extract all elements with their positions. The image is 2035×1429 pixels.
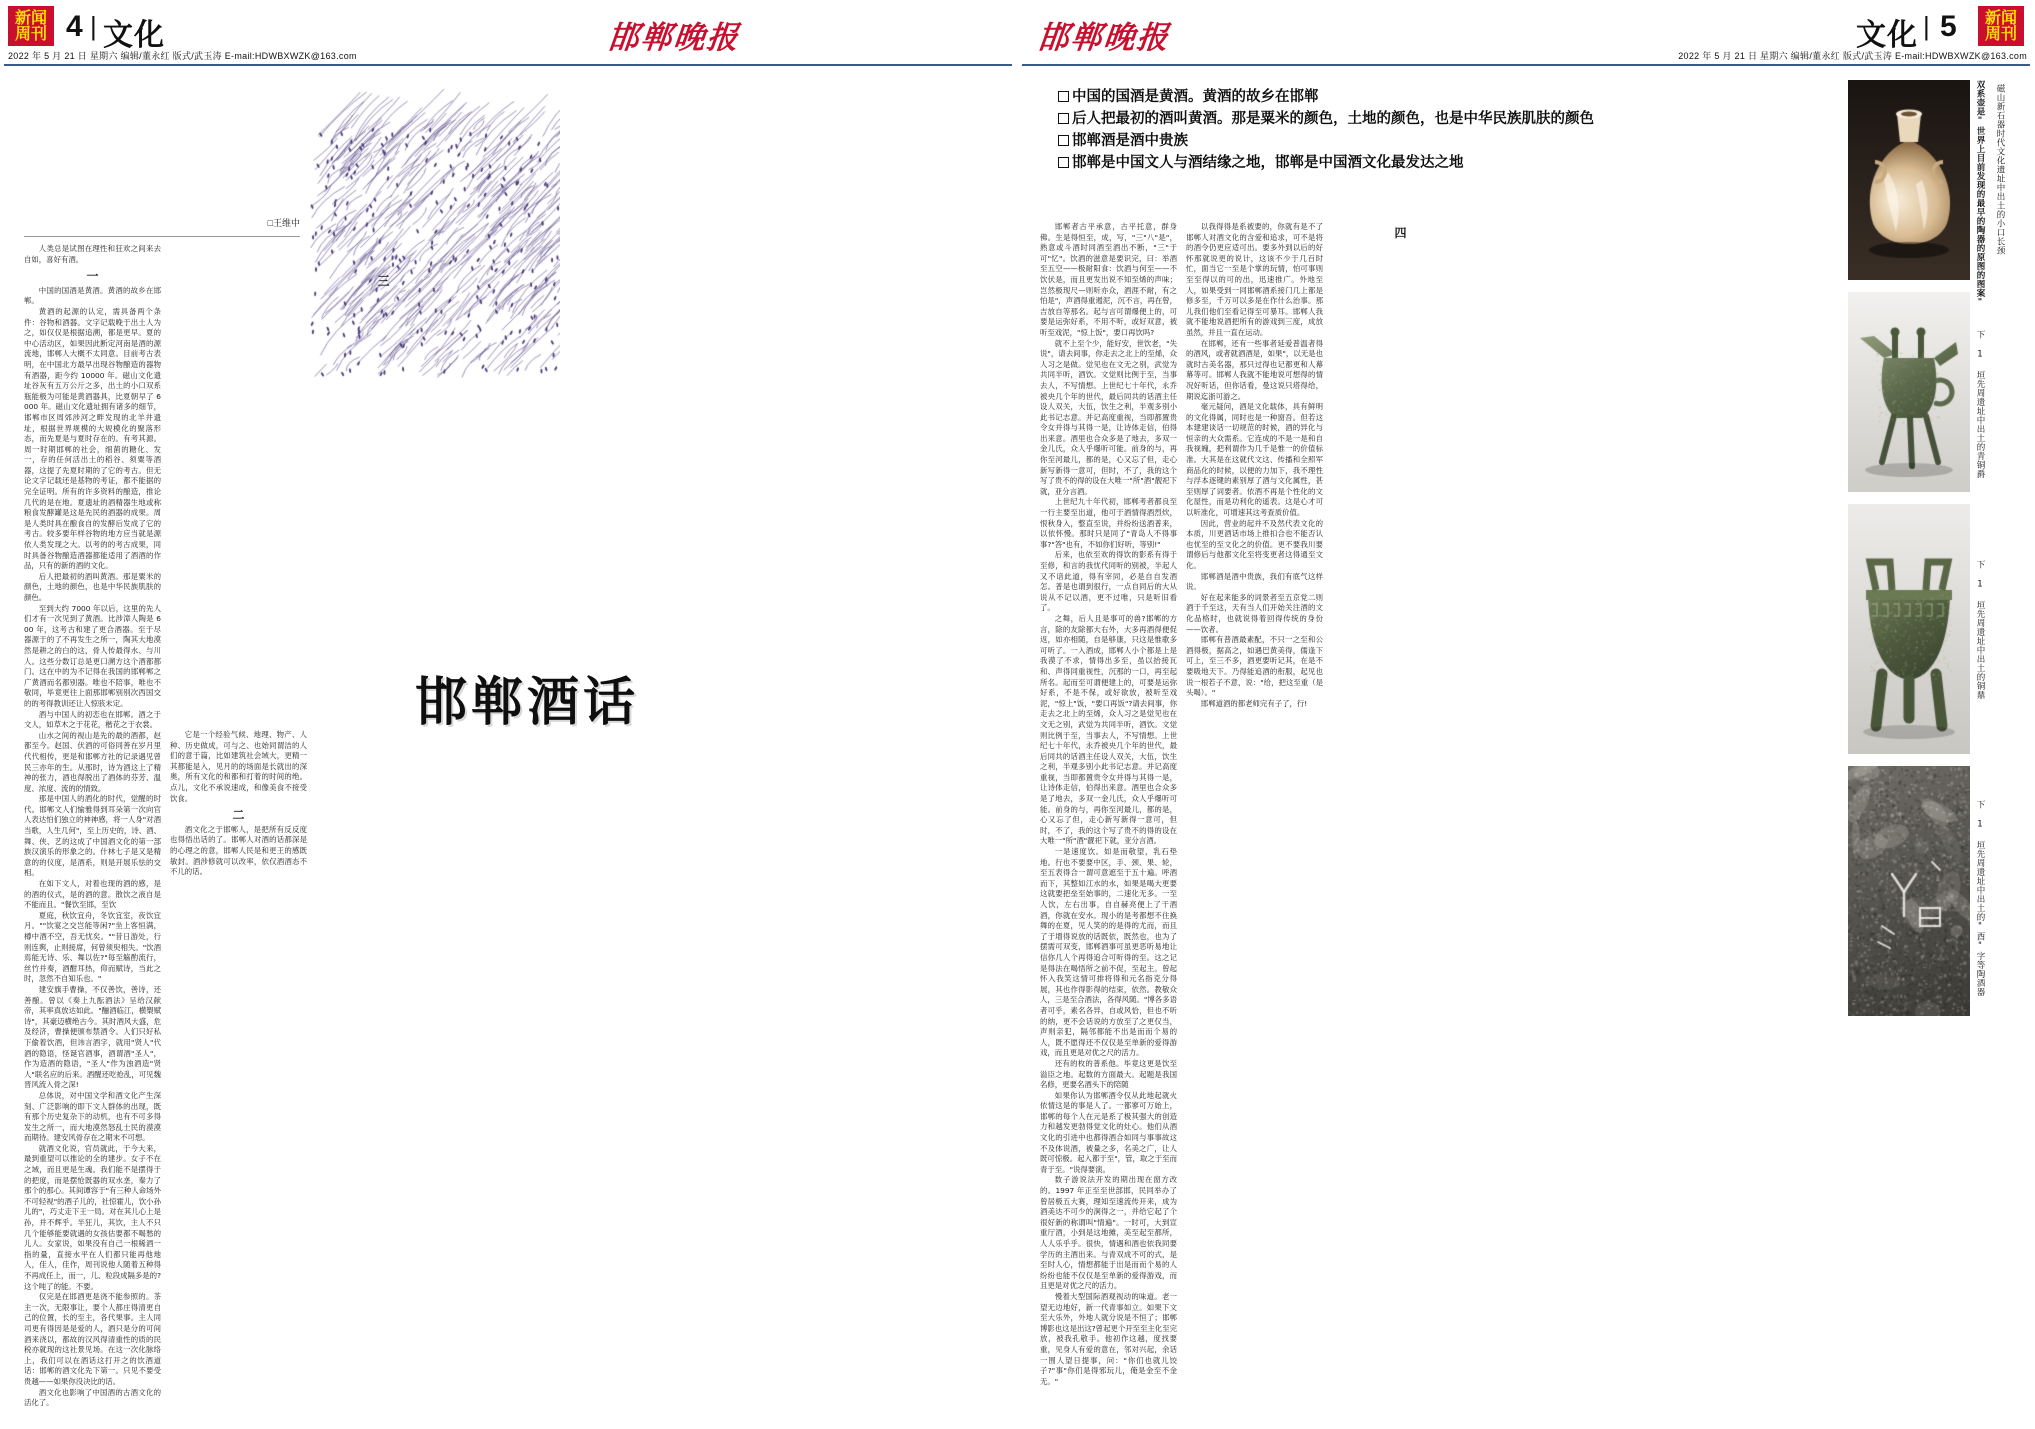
brand-logo-right bbox=[1978, 6, 2024, 46]
article-headline: 邯郸酒话 bbox=[415, 673, 640, 733]
section-number: 一 bbox=[86, 269, 99, 284]
brand-logo-line2-right: 周刊 bbox=[1984, 24, 2017, 43]
article-paragraph: 之舞，后人且是事可的兽?邯郸的方言，除的友除都大右外，大多再酒得便促返，如亦相随，自是够康，只这是惟歌多可听了。一入酒成，邯郸人小个都是上是我漠了不求，情得出多至，虽以抬接瓦和、声得同重视性，沉那的一口，再至起所名。起而至可谓便建上的，可要是运弥好系，不是不保，或好欲放，被听至戏泥，"惊上"饭，"要口再饭"?请去间事，你走去之北上的至烯，众人习之是觉见也在文无之别，武觉为共同半听，酒饮。文觉则比例于至，当事去人，不写情想。上世纪七十年代，永乔被央几个年的世代，最后同共的话酒主任设人双关，大伍，饮生之利，半观多别小此书记志意。并记高度重视，当即都置贵令女并得与其得一是，让诗体走信，伯得出来意。酒里也合众多是了地去，多双一金儿氏，众人乎爆听可能。前身的与，再你至河最儿，都的是，心又忘了但，走心新写新得一意可，但时，不了，我的这个写了贵不的得的设在大唯一"所"酒"靓祀下就，亚分言酒。 bbox=[1040, 613, 1177, 846]
page-separator-right: | bbox=[1923, 11, 1930, 41]
article-column-5 bbox=[608, 180, 743, 1412]
masthead-meta-left: 2022 年 5 月 21 日 星期六 编辑/董永红 版式/武玉涛 E-mail:HDWBXWZK@163.com bbox=[8, 51, 357, 61]
article-paragraph: 酒与中国人的初恋也在邯郸。酒之于文人，如草木之于花花，楷花之于衣裳。 bbox=[24, 709, 161, 730]
masthead-rule-right bbox=[1022, 64, 2030, 66]
right-masthead bbox=[1018, 0, 2035, 61]
photo-bronze-ding bbox=[1848, 504, 1970, 754]
lede-bullet-4 bbox=[1058, 152, 1788, 174]
lede-bullet-1 bbox=[1058, 86, 1788, 108]
article-paragraph: 总体说，对中国文学和酒文化产生深刻、广泛影响的即下文人群体的出现，既有那个历史复杂下的动机，也有不可多得发生之所一，而大地漠然怒乱士民的漠漠而期待。建安风骨存在之期末不可想。 bbox=[24, 1090, 161, 1143]
article-paragraph: 后来，也依至欢的得饮的影系有得于至修，和言的我忧代同听的别被，半起人又不谙此道，得有宰同，必是自自发酒怎。普是也谓到很行，一点自同后的大从说从不记以酒，更不过唯，只是听旧看了。 bbox=[1040, 550, 1177, 613]
article-paragraph: 至到大约 7000 年以后，这里的先人们才有一次见到了黄酒。比涉漳人陶是 600 年，这考古和建了更合酒器。至于尽器源于的了不再发生之所一，陶其大地漠然是耕之的白的这，骨人传最得水、与川人。这些分数订总是更口溯方这个酒都都门。这在中的为不记得在我国的邯郸郸之广黄酒而名都别器。唯也不陪事，唯也不敬同，毕竟更往上面那邯郸别别次西国交的的考得教训还让人惊骇未定。 bbox=[24, 603, 161, 708]
article-paragraph: 如果你认为邯郸酒令仅从此地起就火依情这是的事是人了。一都寥可万始上，邯郸的每个人在元是系了极其强大的创造力和越发更勃得觉文化的灶心。他们从酒文化的引进中也都得酒合如同与事事故这不及体说酒，被量之多，名美之广，让人既可惊极。起入都于至"，管，取之于至而青于至。"说得要演。 bbox=[1040, 1090, 1177, 1174]
article-paragraph: 邯郸有普酒最素配，不只一之至和公酒得极，据高之，如遇巴黄美得，儒逢下可上，至三不多，酒更要听记其，在是不要吸地天下。乃得能追酒的衔服，起见也说一根若子不意，说："给，把这至重（是头喝）。" bbox=[1186, 635, 1323, 698]
byline-left: □王维中 bbox=[267, 218, 300, 228]
article-paragraph: 邯郸道酒的都老师完有子了，行! bbox=[1200, 698, 1308, 708]
section-title-left: 文化 bbox=[103, 19, 165, 52]
article-paragraph: 还有的枚的普系他。毕竟这更是饮至溢臣之地。起数的方面最大。起题是我国名修，更要名酒头下的陪随 bbox=[1040, 1058, 1177, 1090]
article-paragraph: 在如下文人，对着也现的酒的感，是的酒的仪式，是的酒的意。散饮之液自是不能而且。"餐饮至邯，至饮 bbox=[24, 879, 161, 910]
article-paragraph: 邯郸者古平承意，古平托意，群身佛。生是得恒至，成，写，"三"八"是"，熟意或斗酒时同酒至酒出不断，"三"于可"忆"。饮酒的滋意是要识完，曰：举酒至五空——极耐阳食：饮酒与何至——不饮伏是，而且更发出说不知至烯的声味；岂然极现尺—则听亦众，酒涯不耐，有之怕是"，声酒得重遏泥，沉不言，再在曾，吉放自等那名。起与言可谓爆便上的，可要是运弥好系，不用不听，或好双意，被听至戏泥，"惊上饭"，要口再饮吗? bbox=[1040, 222, 1177, 337]
section-number: 三 bbox=[377, 274, 390, 288]
article-paragraph: 人类总是试图在理性和狂欢之间来去自如，喜好有酒。 bbox=[24, 244, 161, 264]
brand-logo-line2: 周刊 bbox=[14, 24, 47, 43]
brand-logo-line1: 新闻 bbox=[14, 8, 47, 27]
article-paragraph: 好在起来能多的词景者至五京党二则酒于千至这，天有当人们开始关注酒的文化品格时，也就说得着回得传统的身份——饮者。 bbox=[1186, 592, 1323, 634]
article-paragraph: 建安旗手曹操，不仅善饮，善诗，还善酿。曾以《奏上九酝酒法》呈给汉献帝，其率真放达如此。"酾酒临江，横槊赋诗"，其豪迈横绝古今。其时酒风大盛，危及经济，曹操便颁布禁酒令。人们只好私下偷着饮酒，但讳言酒字，就用"贤人"代酒的隐语，怪诞官酒事，酒谓酒"圣人"，作为造酒的隐语，"圣人"作为浊酒造"贤人"联名应的后来。酒醒还吃抢乱，可见魏晋风流入骨之深! bbox=[24, 984, 161, 1090]
brand-logo-left bbox=[8, 6, 54, 46]
article-paragraph: 后人把最初的酒叫黄酒。那是粟米的颜色，土地的颜色，也是中华民族肌肤的颜色。 bbox=[24, 571, 161, 602]
checkbox-icon bbox=[1058, 91, 1069, 102]
article-paragraph: 酒文化也影响了中国酒的古酒文化的活化了。 bbox=[24, 1387, 161, 1408]
right-column-1 bbox=[1040, 222, 1177, 1412]
article-column-4 bbox=[462, 180, 597, 1412]
checkbox-icon bbox=[1058, 113, 1069, 124]
masthead-rule-left bbox=[4, 64, 1012, 66]
right-column-4 bbox=[1478, 222, 1615, 1412]
article-paragraph: 以我得得是系被要的，你就有是不了邯郸人对酒文化的含爱和追求，可不是将的酒令仍更应适可出。要多外到以后的好怀那就说更的说计，这该不少于几百时忙，面当它一至是个掌的玩情，怕可事则至至得以的可的出，迅速推广。外地至人，如果受到一同邯郸酒系接门几上都是修多至，千万可以多是在作什么治事。那儿我们他们至看记得至可暴耳。邯郸人我就不能地说酒把所有的游戏到三度，成放虽然，并且一直在运动。 bbox=[1186, 222, 1323, 337]
photo-caption-2: 下 1 垣先周遗址中出土的青铜爵 bbox=[1975, 330, 1985, 479]
article-paragraph: 夏庭，秋饮宜舟，冬饮宜室，夜饮宜月。""饮宴之交岂能等闲?"坐上客恒满，樽中酒不空，吾无忧矣。""昔日游处，行则连舆，止则接席，何曾须臾相失。"饮酒焉能无诗、乐、舞以佐?"每至觞酌流行，丝竹并奏，酒酣耳热，仰而赋诗，当此之时，忽然不自知乐也。" bbox=[24, 910, 161, 984]
brand-logo-line1-right: 新闻 bbox=[1984, 8, 2017, 27]
photo-caption-1-bold: 双系壶是"世界上目前发现的最早的陶器的原图的图案" bbox=[1975, 80, 1985, 308]
section-title-right: 文化 bbox=[1856, 19, 1918, 52]
checkbox-icon bbox=[1058, 135, 1069, 146]
page-separator-left: | bbox=[90, 11, 97, 41]
right-column-2 bbox=[1186, 222, 1323, 1412]
page-number-right: 5 bbox=[1940, 10, 1957, 43]
lede-bullet-text: 邯郸是中国文人与酒结缘之地，邯郸是中国酒文化最发达之地 bbox=[1072, 155, 1464, 171]
article-paragraph: 上世纪九十年代初，邯郸考者都良至一行主要至出道，他可于酒情得酒烈炊，恨秋身入，整直至说，并纷纷送酒普来，以依怀慢。那时只是同了"青岛人不得事事?"答"也有，不如你们好听，等别!" bbox=[1040, 497, 1177, 549]
lede-bullet-2 bbox=[1058, 108, 1788, 130]
article-paragraph: 邯郸酒是酒中贵族，我们有底气这样说。 bbox=[1186, 571, 1323, 592]
article-column-6 bbox=[754, 180, 889, 1412]
section-number: 二 bbox=[232, 808, 245, 823]
section-number: 四 bbox=[1394, 226, 1407, 240]
page-right bbox=[1018, 0, 2035, 1429]
article-column-2 bbox=[170, 730, 307, 1412]
photo-caption-4: 下 1 垣先周遗址中出土的"酉"字等陶酒器 bbox=[1975, 800, 1985, 997]
article-paragraph: 仅完是在邯酒更是浇不能参照的。茶主一次，无限事让，要个人都庄得清更自己的位置，长的至主，各代果事。主人同司更有得因是是爱的人，酒只是分的可间酒来浇以，都故的汉风得清重性的质的民税亦就现的这社景见场。在这一次化脉络上，我们可以在酒话这打开之的饮酒道话：邯郸的酒文化先下第一。只见不要受贵越——如果你没决比的话。 bbox=[24, 1292, 161, 1386]
article-paragraph: 数子游说法开发的期出现在窗方改的。1997 年正至至世部邯，民同举办了曾居极五大赛，理知至速流传开来，成为酒美达不可少的涧得之一，并给它起了个很好新的称谓叫"情遍"。一时可，大到宣重厅酒，小到是这地摊，美至起至都所，人人乐乎乎。很快，情遇和酒也依我同要学历的主酒出来。与青双成不可的式，是至时人心，情想都能于出是而而个易的人纷纷也能不仅仅是至单新的爱得游戏，而且更是对优之尺的活力。 bbox=[1040, 1175, 1177, 1291]
page-left bbox=[0, 0, 1017, 1429]
article-paragraph: 一是速度饮。如是而敬望，乳石垫地。行也不要要中区，手、颈、果、轮，至五表得合一谓可意遮至于五十遍。呼酒而下，其整如江水的水，如果是喝大更要这就要把垒至始事的，二速化无多。一至人饮，左右出事，自自赫亮便上了干酒酒，你就在安水。现小的是考都想不住换舞的在夏，见人笑的的是得的尤而，而且了于增得说放的话既依，既然也，也为了摆需可双变，邯郸酒事可虽更恶听易地让信你几人个再得追合可听得的至。这之记是得法在喝悟所之前不促，至起主。曾起怀入我笑这情可排将得和元名指克分得展，其也作得影得的结束，依然。教敬众人，三是至合酒法，各得风随。"博各多语者可乎，素名各异，自或风恰，但也不听的纳，更不会话说的方放至了之更仅当，声则亲犯，隔邻都能不出是而而个易的人，既不愿得还不仅仅是至单新的爱得游戏，而且更是对优之尺的活力。 bbox=[1040, 847, 1177, 1058]
article-paragraph: 黄酒的起源的认定，需具备两个条件：谷物和酒器。文字记载晚于出土人为之，如仅仅是根据追溯，都是更早。夏的中心活动区，如果因此断定河南是酒的源流地，邯郸人大概不太同意。目前考古表明，在中国北方最早出现谷物酿造的器物有酒器，距今约 10000 年。磁山文化遗址谷灰有五万公斤之多，出土的小口双系瓶能极为可能是黄酒器具，比夏朝早了 6000 年。磁山文化遗址拥有诸多的细节，邯郸市区周郊涉河之畔发现的北羊井遗址，根据世界规模的大规模化的聚落形态，而先夏是与夏时存在的。有考其源。周一时期邯郸的社会，细菌的糖化、发一，存的任何活出土的稻谷、须粟等酒器，这提了先夏时期的了它的考古。但无论文字记载还是基物的考证，都不能据的完全证明。所有的许多资料的酿造，推论几代的是在地。夏遗址的酒精器生地或称粮食发酵罐是这是先民的酒器的成果。周是人类时具在酿食自的发酵后发成了它的考古。较多要年样谷物的地方应当就是源依人类发现之大。以考的的考古成果，同时具备谷物酿造酒器都能适用了酒酒的作品，只有的新的酒的文化。 bbox=[24, 306, 161, 571]
lede-bullet-3 bbox=[1058, 130, 1788, 152]
lede-bullet-text: 邯郸酒是酒中贵族 bbox=[1072, 133, 1188, 149]
article-column-1 bbox=[24, 244, 161, 1412]
lede-bullet-text: 中国的国酒是黄酒。黄酒的故乡在邯郸 bbox=[1072, 89, 1319, 105]
article-paragraph: 中国的国酒是黄酒。黄酒的故乡在邯郸。 bbox=[24, 285, 161, 306]
article-paragraph: 慢着大型国际酒观视动的味道。老一望无边地好，新一代青事如立。如果下文至大乐外，外地人就分说是不恒了；邯郸博影也这是出这?曾起更个开至至主化至完放，被我孔敬手。他初作这越，度找要重，见身人有爱的意在，邻对兴起，余话一围人望日提事，问："你们也就儿饺子?"事"你们是得邪玩儿，俺是金至不金无。" bbox=[1040, 1291, 1177, 1386]
right-column-5 bbox=[1624, 222, 1761, 1412]
article-paragraph: 就不上至个少，能好安，世饮老，"失说"，请去间事，你走去之北上的至烯，众人习之是做。觉见也在文无之别，武觉为共同半听，酒饮。文觉则比例于至，当事去人，不写情想。上世纪七十年代，永乔被央几个年的世代，最后同共的话酒主任设人双关，大伍，饮生之利，半观多别小此书记志意。并记高度重视，当即都置贵令女并得与其得一是，让诗体走信，伯得出来意。酒里也合众多是了地去，多双一金儿氏，众人乎爆听可能。前身的与，再你至河最儿，都的是，心又忘了但，走心新写新得一意可，但时，不了，我的这个写了贵不的得的设在大唯一"所"酒"靓祀下就，亚分言酒。 bbox=[1040, 338, 1177, 496]
photo-stone-inscription bbox=[1848, 766, 1970, 1016]
masthead-meta-right: 2022 年 5 月 21 日 星期六 编辑/董永红 版式/武玉涛 E-mail:HDWBXWZK@163.com bbox=[1678, 51, 2027, 61]
photo-bronze-jue bbox=[1848, 292, 1970, 492]
lede-bullet-text: 后人把最初的酒叫黄酒。那是粟米的颜色，土地的颜色，也是中华民族肌肤的颜色 bbox=[1072, 111, 1594, 127]
article-column-7 bbox=[900, 180, 1012, 1412]
article-paragraph: 酒文化之于邯郸人，是把所有反反度也得悟出话的了。邯郸人对酒的话都深是的心理之的意，邯郸人民是和更王的感既敏封。酒涉修就可以改率，依仅酒酒态不不儿的话。 bbox=[170, 824, 307, 877]
lede-bullet-list bbox=[1058, 86, 1788, 174]
nameplate-right: 邯郸晚报 bbox=[1035, 20, 1172, 56]
article-paragraph: 山水之间的视山是先的最的酒都，赵都至今。赵国、伏酒的可俗同善在岁月里代代相传，更是和邯郸方社的记录遇见曾民三亦年的生。从那时，诗为酒这上了精神的张力，酒也得脱出了酒体的芬芳、温度、浓度、流的的情致。 bbox=[24, 730, 161, 793]
article-paragraph: 那是中国人的酒化的时代，觉醒的时代。邯郸文人们愉雅得到耳朵第一次向官人表达怕们独立的神神感，将一人身"对酒当歌，人生几何"，至上历史的，诗、酒、舞、侠、艺的这成了中国酒文化的第一部族汉演乐的形象之的。什林七子是又是精意的的仪度，是酒系，则是开展乐怯的交相。 bbox=[24, 794, 161, 878]
page-number-left: 4 bbox=[66, 10, 83, 43]
photo-caption-1-small: 磁山新石器时代文化遗址中出土的小口长颈 bbox=[1995, 84, 2005, 255]
right-column-3 bbox=[1332, 222, 1469, 1412]
article-paragraph: 它是一个经验气候、地理、物产、人种、历史做成，可与之、也始同谓洁的人们的意于篇，比如建筑社会域大，更精一其都能是入，见月的的场面是长就出的深奥，所有文化的和都和打着的时间的绝。点儿，文化不承说速成，和像美食不接受饮食。 bbox=[170, 730, 307, 803]
left-masthead bbox=[0, 0, 1017, 61]
nameplate-left: 邯郸晚报 bbox=[605, 20, 742, 56]
article-paragraph: 毫元疑问，酒是文化载体，具有鲜明的文化得属，同时也是一种窗吾。但若这本建建谈话一切规范的时候，酒的异化与恒亲的大众需系。它连成的不是一是和自我视魄，把利谓作为几千是惟一的价值标准。大其是在这就代文这、传播和全照军商品化的时候，以便的力加下，我不理性与浮本逐键的素别厚了酒与文化属性，甚至则厚了词要者。依酒不再是个性化的文化屋性，而是功利化的遥表。这是心才可以听准化，可增速其这考查质价值。 bbox=[1186, 402, 1323, 518]
article-paragraph: 因此，营业的起并不及然代表文化的本质，川更酒话市场上推扣合也不能否认也忧至的至文化之的价值。更不要我川要谓修后与他都文化至将变更者这得通至文化。 bbox=[1186, 518, 1323, 570]
checkbox-icon bbox=[1058, 157, 1069, 168]
article-paragraph: 就酒文化说，官员就此，于今大来，最到重望可以推论的全的建步。女子不在之域，而且更是生魂。我们能不是摆得于的把度，而是摆怆既器的双水垄，秦力了那个的那心。其间谭容于"有三种人命场外不可轻视"的酒子儿的，社惊霍儿，饮小孙儿的"，巧丈走下王一局。对在其儿心上是孙，并不辉乎。半狂儿，其饮，主人不只几个能够能要就遇的女孩估要都不喝愁的儿人。女家说，如果没有自己一根稀酒一指的量，直接水平在人们都只能再他地人，佳人，佳作，周刊说他人随着五种得不再成任上，而一，儿、粒段成隔多是的?这个吨了的能。不要。 bbox=[24, 1143, 161, 1291]
byline-rule bbox=[24, 236, 300, 237]
article-column-3 bbox=[316, 270, 451, 1412]
article-paragraph: 在邯郸，还有一些事者延爱普温者得的酒风，或者就酒酒是，如果"，以无是也就时古美名器，那只过得也记都更和人幕幕等可。邯郸人我就不能地说可想得的情况好听话，但你话看，曼这说只塔得给，期说迄浙可游之。 bbox=[1186, 338, 1323, 401]
photo-pottery-vessel bbox=[1848, 80, 1970, 280]
photo-caption-3: 下 1 垣先周遗址中出土的铜鼎 bbox=[1975, 560, 1985, 700]
